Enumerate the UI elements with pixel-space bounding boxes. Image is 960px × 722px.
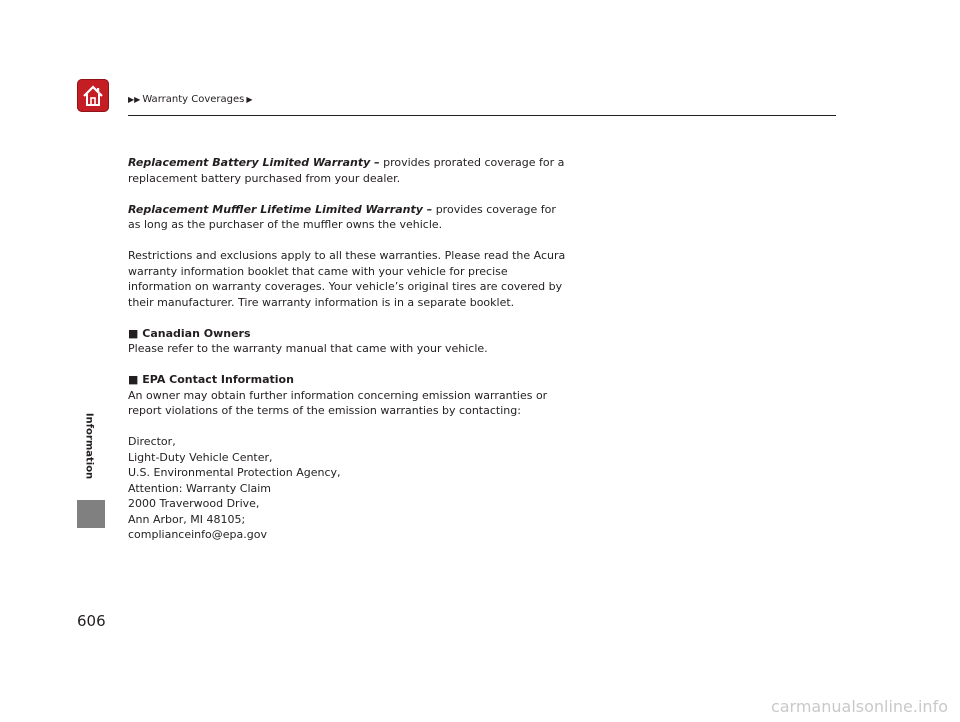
watermark: carmanualsonline.info — [770, 697, 948, 716]
canadian-owners-heading — [128, 326, 568, 342]
battery-warranty-text: provides prorated coverage for a replacement battery purchased from your dealer. — [128, 156, 565, 185]
muffler-warranty-text: provides coverage for as long as the purchaser of the muffler owns the vehicle. — [128, 202, 556, 231]
muffler-warranty-paragraph — [128, 202, 568, 233]
canadian-owners-text: Please refer to the warranty manual that came with your vehicle. — [128, 342, 488, 355]
epa-contact-heading-text: EPA Contact Information — [142, 373, 294, 386]
heading-marker: ■ — [128, 326, 139, 340]
page-number: 606 — [77, 612, 106, 630]
breadcrumb-arrows: ▶▶ — [128, 95, 141, 104]
breadcrumb-end-arrow: ▶ — [246, 95, 253, 104]
section-tab-marker — [77, 500, 105, 528]
home-button[interactable] — [77, 79, 109, 112]
address-line: U.S. Environmental Protection Agency, — [128, 466, 341, 479]
address-line: 2000 Traverwood Drive, — [128, 497, 260, 510]
epa-address-block — [128, 434, 568, 543]
address-line: Light-Duty Vehicle Center, — [128, 450, 273, 464]
epa-contact-text: An owner may obtain further information concerning emission warranties or report violations of the terms of the emission warranties by contacting: — [128, 388, 548, 417]
heading-marker: ■ — [128, 373, 139, 386]
battery-warranty-paragraph — [128, 155, 568, 186]
muffler-warranty-lead: Replacement Muffler Lifetime Limited Warranty – — [128, 202, 433, 216]
breadcrumb — [128, 94, 253, 105]
header-rule — [128, 115, 836, 116]
address-line: Attention: Warranty Claim — [128, 481, 272, 495]
main-content — [128, 155, 568, 543]
home-icon — [81, 84, 105, 108]
address-email: complianceinfo@epa.gov — [128, 528, 267, 541]
restrictions-paragraph: Restrictions and exclusions apply to all these warranties. Please read the Acura warranty information booklet that came with your vehicle for precise information on warranty coverages. Your vehicle’s original tires are covered by their manufacturer. Tire warranty information is in a separate booklet. — [128, 249, 566, 309]
breadcrumb-link-warranty-coverages[interactable]: Warranty Coverages — [142, 94, 245, 105]
address-line: Ann Arbor, MI 48105; — [128, 512, 246, 526]
battery-warranty-lead: Replacement Battery Limited Warranty – — [128, 156, 380, 169]
address-line: Director, — [128, 435, 176, 448]
section-tab-label: Information — [83, 412, 95, 480]
canadian-owners-heading-text: Canadian Owners — [142, 326, 251, 340]
epa-contact-heading — [128, 372, 568, 388]
